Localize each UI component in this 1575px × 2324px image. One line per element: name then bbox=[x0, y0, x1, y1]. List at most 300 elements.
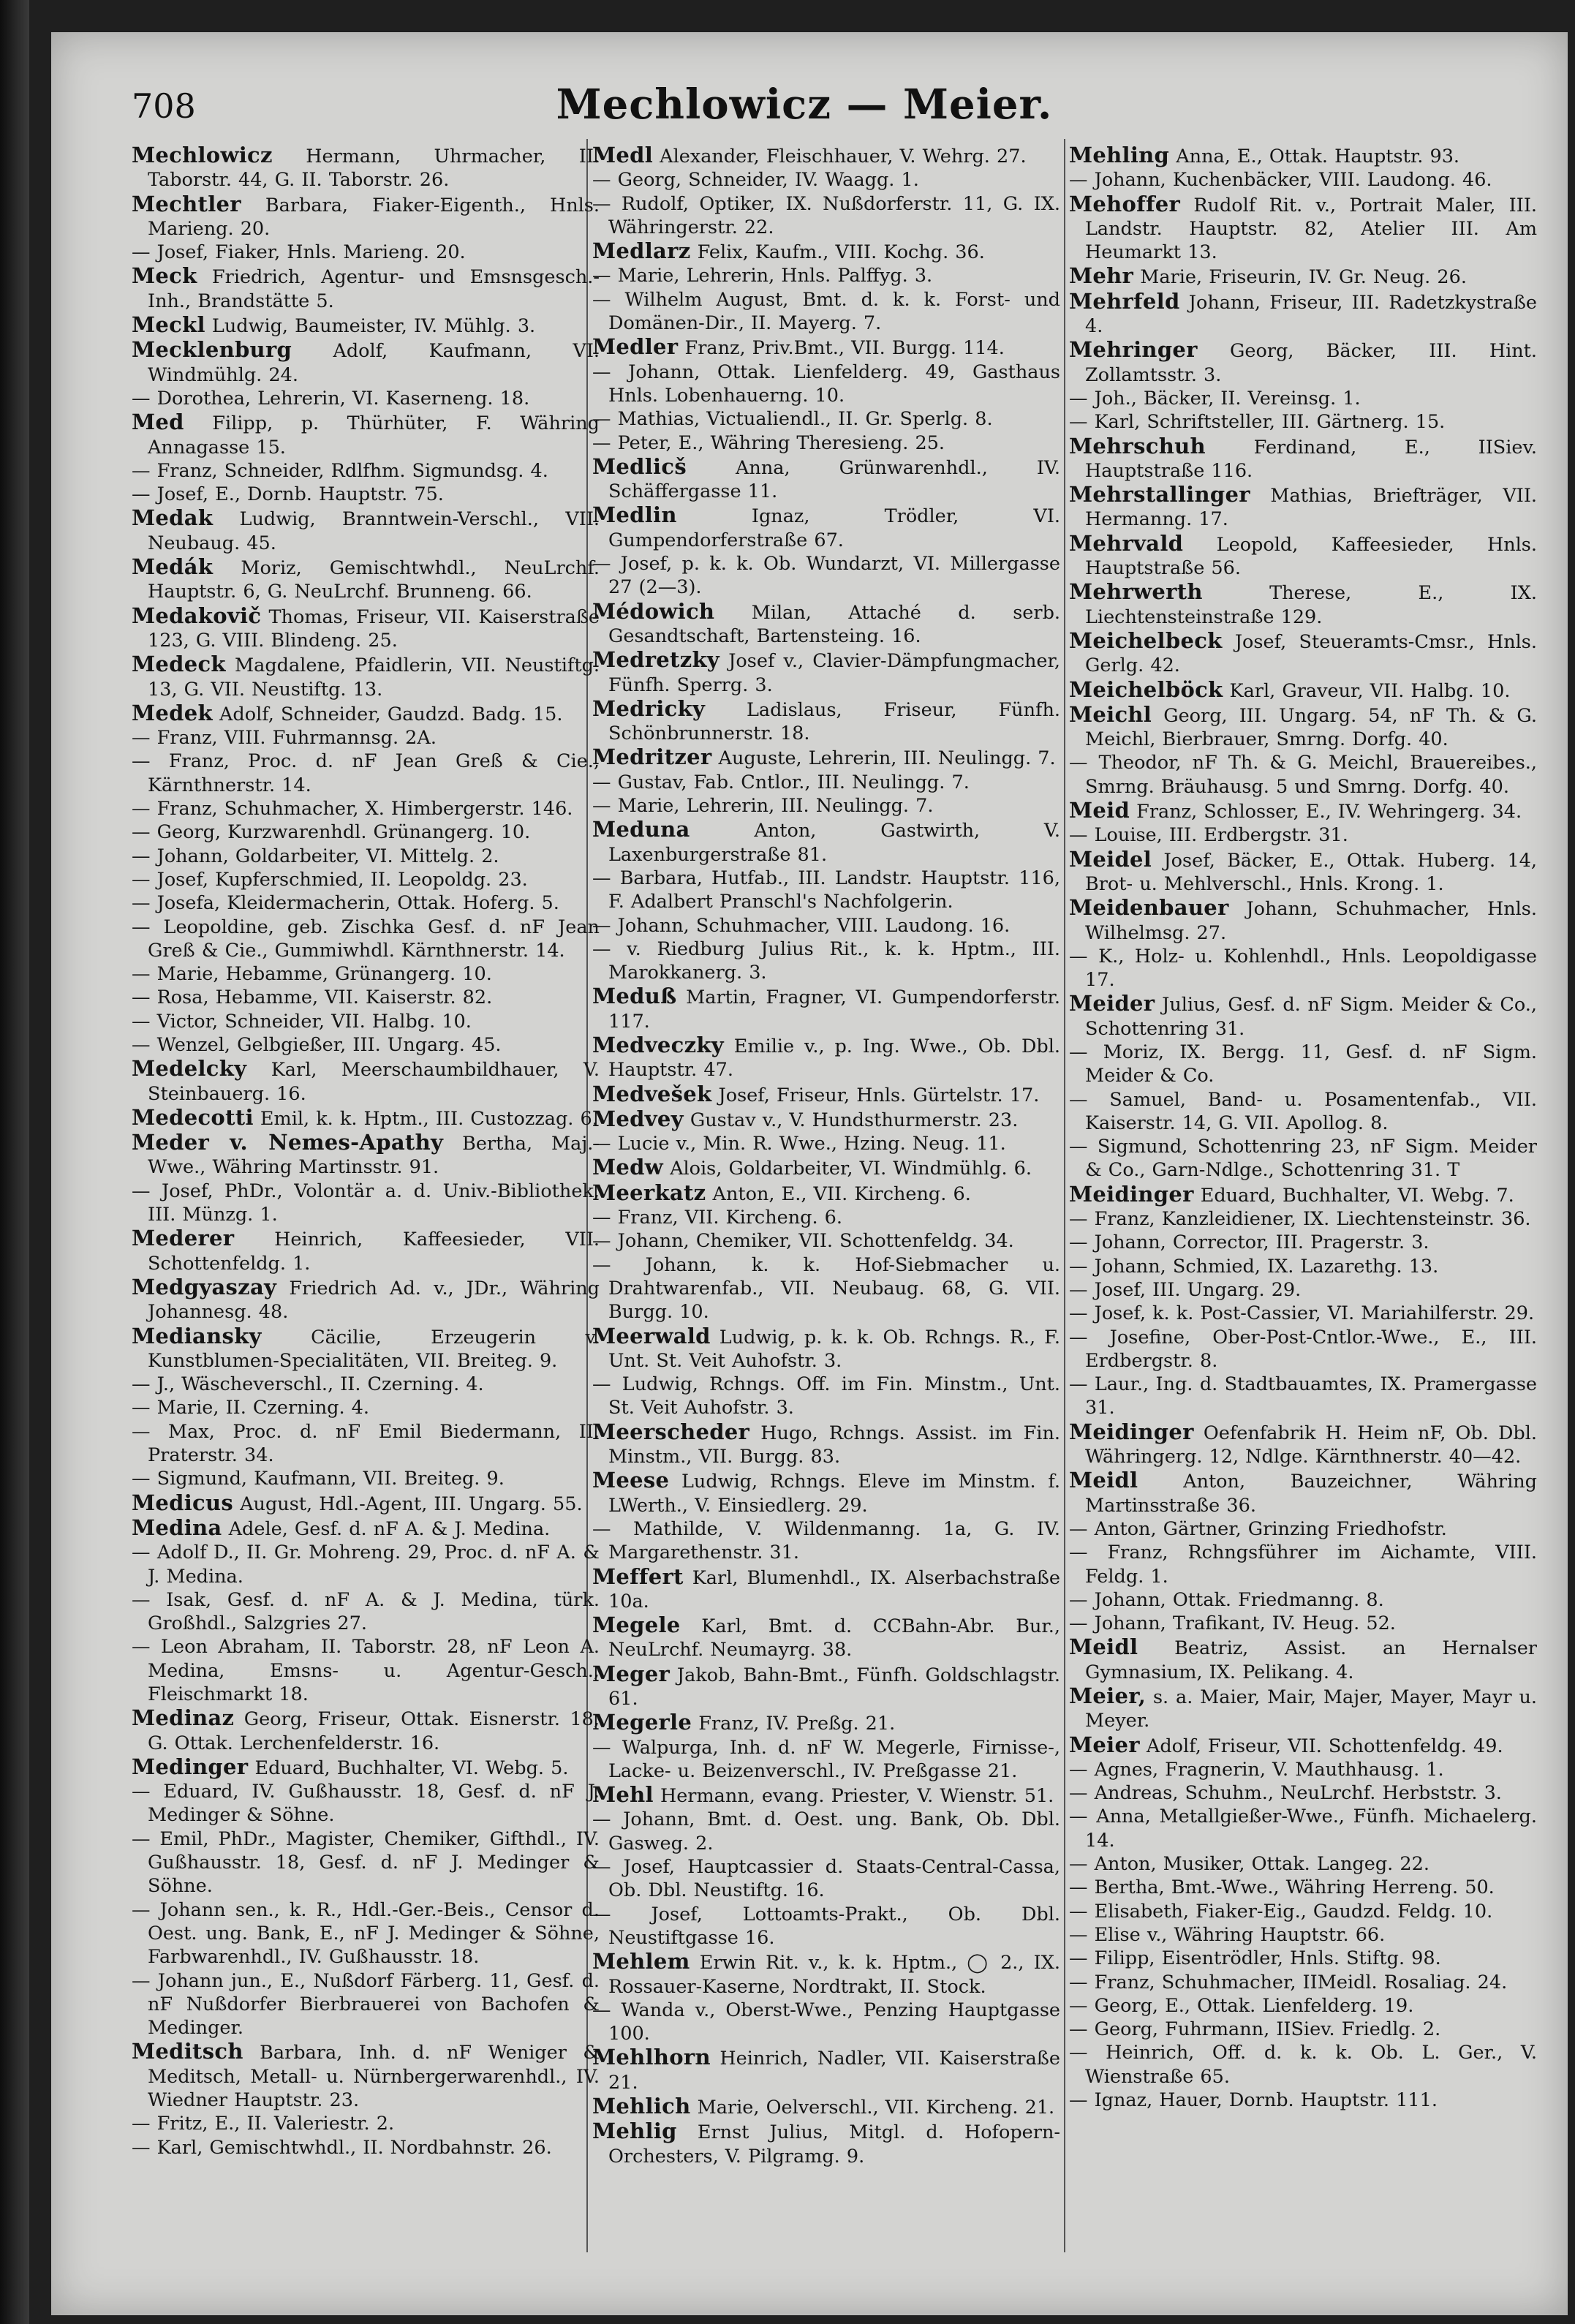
directory-entry bbox=[132, 820, 600, 844]
directory-entry bbox=[1069, 1684, 1537, 1733]
entry-surname: Medvešek bbox=[592, 1081, 712, 1106]
directory-entry bbox=[132, 1396, 600, 1419]
entry-details: — Anton, Musiker, Ottak. Langeg. 22. bbox=[1069, 1853, 1429, 1876]
entry-surname: Meck bbox=[132, 263, 197, 289]
entry-details: — Lucie v., Min. R. Wwe., Hzing. Neug. 11. bbox=[592, 1133, 1006, 1155]
entry-details: Ferdinand, E., IISiev. Hauptstraße 116. bbox=[1085, 436, 1537, 482]
directory-entry bbox=[1069, 945, 1537, 992]
entry-details: — Johann sen., k. R., Hdl.-Ger.-Beis., Censor d. Oest. ung. Bank, E., nF J. Medinger & Söhne, Farbwarenhdl., IV. Gußhausstr. 18. bbox=[132, 1898, 600, 1969]
directory-entry bbox=[592, 1082, 1060, 1107]
directory-entry bbox=[1069, 751, 1537, 799]
directory-entry bbox=[132, 868, 600, 891]
directory-entry bbox=[132, 2040, 600, 2112]
entry-surname: Mehrschuh bbox=[1069, 433, 1206, 459]
entry-surname: Meerkatz bbox=[592, 1180, 706, 1205]
directory-entry bbox=[1069, 1971, 1537, 1994]
entry-details: Ernst Julius, Mitgl. d. Hofopern-Orchesters, V. Pilgramg. 9. bbox=[608, 2121, 1060, 2168]
entry-surname: Meichelböck bbox=[1069, 676, 1223, 702]
entry-details: — Mathilde, V. Wildenmanng. 1a, G. IV. Margarethenstr. 31. bbox=[592, 1517, 1060, 1564]
directory-entry bbox=[592, 1662, 1060, 1711]
directory-entry bbox=[592, 1613, 1060, 1662]
directory-entry bbox=[1069, 2089, 1537, 2112]
entry-surname: Medák bbox=[132, 554, 214, 580]
entry-surname: Medvey bbox=[592, 1106, 684, 1131]
entry-surname: Medinaz bbox=[132, 1705, 235, 1731]
entry-details: — J., Wäscheverschl., II. Czerning. 4. bbox=[132, 1373, 484, 1396]
entry-surname: Meidinger bbox=[1069, 1181, 1194, 1207]
entry-details: Friedrich Ad. v., JDr., Währing Johannesg. 48. bbox=[148, 1277, 600, 1324]
entry-surname: Meckl bbox=[132, 312, 205, 338]
entry-details: — Moriz, IX. Bergg. 11, Gesf. d. nF Sigm. Meider & Co. bbox=[1069, 1041, 1537, 1087]
entry-surname: Medl bbox=[592, 143, 654, 167]
directory-entry bbox=[132, 1969, 600, 2040]
entry-details: Emil, k. k. Hptm., III. Custozzag. 6. bbox=[253, 1107, 598, 1130]
directory-entry bbox=[132, 1106, 600, 1131]
directory-entry bbox=[592, 1736, 1060, 1784]
entry-details: — Adolf D., II. Gr. Mohreng. 29, Proc. d. nF A. & J. Medina. bbox=[132, 1542, 600, 1588]
directory-entry bbox=[132, 845, 600, 868]
entry-details: Magdalene, Pfaidlerin, VII. Neustiftg. 13, G. VII. Neustiftg. 13. bbox=[148, 654, 600, 701]
entry-surname: Medgyaszay bbox=[132, 1274, 277, 1299]
directory-entry bbox=[132, 1755, 600, 1780]
entry-details: — Anna, Metallgießer-Wwe., Fünfh. Michaelerg. 14. bbox=[1069, 1806, 1537, 1852]
entry-surname: Meichelbeck bbox=[1069, 627, 1223, 653]
directory-entry bbox=[1069, 1373, 1537, 1420]
entry-details: — Bertha, Bmt.-Wwe., Währing Herreng. 50. bbox=[1069, 1876, 1495, 1899]
entry-details: — Ignaz, Hauer, Dornb. Hauptstr. 111. bbox=[1069, 2089, 1438, 2112]
directory-entry bbox=[592, 1517, 1060, 1565]
entry-details: Heinrich, Nadler, VII. Kaiserstraße 21. bbox=[608, 2048, 1060, 2094]
directory-entry bbox=[132, 338, 600, 387]
entry-details: Franz, IV. Preßg. 21. bbox=[692, 1713, 896, 1735]
directory-column-left bbox=[132, 143, 600, 2286]
entry-details: — Johann, Ottak. Friedmanng. 8. bbox=[1069, 1588, 1384, 1611]
entry-details: Friedrich, Agentur- und Emsnsgesch.-Inh., Brandstätte 5. bbox=[148, 266, 600, 312]
directory-entry bbox=[592, 552, 1060, 600]
entry-details: — Wenzel, Gelbgießer, III. Ungarg. 45. bbox=[132, 1033, 502, 1056]
entry-details: — Johann, Ottak. Lienfelderg. 49, Gasthaus Hnls. Lobenhauerng. 10. bbox=[592, 361, 1060, 407]
directory-entry bbox=[1069, 992, 1537, 1041]
entry-details: — Sigmund, Schottenring 23, nF Sigm. Meider & Co., Garn-Ndlge., Schottenring 31. T bbox=[1069, 1136, 1537, 1182]
directory-entry bbox=[592, 648, 1060, 697]
directory-entry bbox=[592, 335, 1060, 360]
entry-details: — Theodor, nF Th. & G. Meichl, Brauereibes., Smrng. Bräuhausg. 5 und Smrng. Dorfg. 40. bbox=[1069, 752, 1537, 798]
directory-entry bbox=[132, 264, 600, 313]
directory-entry bbox=[1069, 580, 1537, 629]
entry-details: — Leopoldine, geb. Zischka Gesf. d. nF Jean Greß & Cie., Gummiwhdl. Kärnthnerstr. 14. bbox=[132, 916, 600, 962]
entry-details: — Josef, Lottoamts-Prakt., Ob. Dbl. Neustiftgasse 16. bbox=[592, 1903, 1060, 1949]
entry-details: — Josef, k. k. Post-Cassier, VI. Mariahilferstr. 29. bbox=[1069, 1302, 1535, 1325]
entry-details: — Johann, k. k. Hof-Siebmacher u. Drahtwarenfab., VII. Neubaug. 68, G. VII. Burgg. 10. bbox=[592, 1253, 1060, 1324]
directory-entry bbox=[1069, 1781, 1537, 1805]
entry-details: Anna, E., Ottak. Hauptstr. 93. bbox=[1169, 146, 1460, 167]
entry-details: Cäcilie, Erzeugerin v. Kunstblumen-Specialitäten, VII. Breiteg. 9. bbox=[148, 1326, 600, 1372]
entry-details: Adolf, Schneider, Gaudzd. Badg. 15. bbox=[212, 703, 563, 725]
directory-entry bbox=[592, 914, 1060, 937]
entry-surname: Mehlich bbox=[592, 2094, 691, 2119]
entry-details: Anton, E., VII. Kircheng. 6. bbox=[706, 1182, 971, 1205]
entry-details: Anton, Gastwirth, V. Laxenburgerstraße 81. bbox=[608, 820, 1060, 866]
directory-entry bbox=[132, 986, 600, 1009]
entry-details: Josef v., Clavier-Dämpfungmacher, Fünfh. Sperrg. 3. bbox=[608, 650, 1060, 696]
directory-entry bbox=[1069, 1733, 1537, 1758]
entry-details: — Marie, Lehrerin, Hnls. Palffyg. 3. bbox=[592, 265, 933, 287]
directory-entry bbox=[592, 1903, 1060, 1950]
entry-details: — Georg, Fuhrmann, IISiev. Friedlg. 2. bbox=[1069, 2018, 1441, 2041]
entry-details: — Franz, Kanzleidiener, IX. Liechtensteinstr. 36. bbox=[1069, 1208, 1531, 1231]
entry-surname: Meidl bbox=[1069, 1468, 1138, 1493]
entry-surname: Medeck bbox=[132, 652, 226, 677]
directory-entry bbox=[1069, 1876, 1537, 1899]
directory-entry bbox=[1069, 387, 1537, 410]
directory-entry bbox=[1069, 483, 1537, 532]
entry-details: — Elise v., Währing Hauptstr. 66. bbox=[1069, 1923, 1386, 1946]
directory-entry bbox=[592, 771, 1060, 794]
entry-surname: Mehringer bbox=[1069, 337, 1198, 363]
directory-entry bbox=[592, 1181, 1060, 1206]
directory-entry bbox=[132, 1373, 600, 1396]
directory-entry bbox=[592, 1206, 1060, 1229]
entry-details: — Andreas, Schuhm., NeuLrchf. Herbststr. 3. bbox=[1069, 1782, 1502, 1805]
entry-details: Hugo, Rchngs. Assist. im Fin. Minstm., VII. Burgg. 83. bbox=[608, 1422, 1060, 1468]
entry-surname: Megele bbox=[592, 1612, 681, 1638]
entry-details: — Franz, Schuhmacher, IIMeidl. Rosaliag. 24. bbox=[1069, 1971, 1508, 1993]
entry-details: — Wanda v., Oberst-Wwe., Penzing Hauptgasse 100. bbox=[592, 1999, 1060, 2045]
directory-entry bbox=[1069, 338, 1537, 387]
entry-details: Karl, Meerschaumbildhauer, V. Steinbauerg. 16. bbox=[148, 1059, 600, 1105]
column-divider bbox=[1064, 139, 1065, 2252]
entry-surname: Meid bbox=[1069, 798, 1130, 823]
directory-entry bbox=[592, 1373, 1060, 1420]
directory-entry bbox=[1069, 1420, 1537, 1469]
entry-details: Ludwig, Rchngs. Eleve im Minstm. f. LWerth., V. Einsiedlerg. 29. bbox=[608, 1471, 1060, 1517]
entry-details: — Mathias, Victualiendl., II. Gr. Sperlg. 8. bbox=[592, 408, 993, 431]
entry-surname: Meerscheder bbox=[592, 1419, 750, 1444]
entry-surname: Medicus bbox=[132, 1490, 234, 1515]
entry-details: Anna, Grünwarenhdl., IV. Schäffergasse 11. bbox=[608, 456, 1060, 503]
directory-entry bbox=[132, 1467, 600, 1490]
entry-details: — Laur., Ing. d. Stadtbauamtes, IX. Pramergasse 31. bbox=[1069, 1373, 1537, 1419]
directory-entry bbox=[592, 503, 1060, 552]
entry-details: — Gustav, Fab. Cntlor., III. Neulingg. 7. bbox=[592, 771, 970, 793]
entry-details: Alois, Goldarbeiter, VI. Windmühlg. 6. bbox=[663, 1158, 1032, 1180]
directory-entry bbox=[1069, 1805, 1537, 1852]
entry-surname: Meerwald bbox=[592, 1323, 711, 1348]
directory-entry bbox=[132, 241, 600, 264]
entry-details: Georg, Bäcker, III. Hint. Zollamtsstr. 3. bbox=[1085, 340, 1537, 386]
entry-details: — Heinrich, Off. d. k. k. Ob. L. Ger., V. Wienstraße 65. bbox=[1069, 2042, 1537, 2088]
entry-surname: Medricky bbox=[592, 695, 706, 721]
directory-entry bbox=[132, 750, 600, 797]
directory-entry bbox=[1069, 1135, 1537, 1182]
directory-entry bbox=[592, 1033, 1060, 1082]
entry-details: — Joh., Bäcker, II. Vereinsg. 1. bbox=[1069, 387, 1361, 410]
directory-entry bbox=[132, 1491, 600, 1516]
directory-entry bbox=[1069, 1994, 1537, 2018]
entry-details: — Fritz, E., II. Valeriestr. 2. bbox=[132, 2113, 395, 2135]
directory-entry bbox=[132, 916, 600, 963]
page-header bbox=[80, 80, 1528, 139]
entry-surname: Medek bbox=[132, 700, 213, 725]
entry-surname: Medritzer bbox=[592, 744, 712, 770]
directory-entry bbox=[1069, 1635, 1537, 1684]
entry-details: Gustav v., V. Hundsthurmerstr. 23. bbox=[683, 1109, 1019, 1131]
entry-details: Ladislaus, Friseur, Fünfh. Schönbrunnerstr. 18. bbox=[608, 698, 1060, 745]
directory-entry bbox=[592, 1420, 1060, 1469]
directory-entry bbox=[132, 1780, 600, 1827]
directory-column-middle bbox=[592, 143, 1060, 2286]
directory-entry bbox=[132, 1420, 600, 1468]
directory-entry bbox=[592, 1855, 1060, 1903]
directory-entry bbox=[132, 1706, 600, 1755]
directory-entry bbox=[1069, 1278, 1537, 1302]
entry-surname: Medakovič bbox=[132, 603, 262, 628]
directory-entry bbox=[132, 1541, 600, 1588]
entry-details: Franz, Priv.Bmt., VII. Burgg. 114. bbox=[678, 337, 1005, 360]
directory-entry bbox=[592, 1107, 1060, 1132]
entry-details: — Rudolf, Optiker, IX. Nußdorferstr. 11, G. IX. Währingerstr. 22. bbox=[592, 192, 1060, 238]
entry-details: — Elisabeth, Fiaker-Eig., Gaudzd. Feldg. 10. bbox=[1069, 1900, 1493, 1923]
directory-entry bbox=[1069, 1758, 1537, 1781]
entry-surname: Med bbox=[132, 410, 184, 435]
entry-details: — Emil, PhDr., Magister, Chemiker, Gifthdl., IV. Gußhausstr. 18, Gesf. d. nF J. Medinger & Söhne. bbox=[132, 1827, 600, 1898]
entry-surname: Mehlhorn bbox=[592, 2045, 711, 2070]
entry-details: — Victor, Schneider, VII. Halbg. 10. bbox=[132, 1010, 472, 1033]
directory-entry bbox=[1069, 1255, 1537, 1278]
directory-entry bbox=[592, 984, 1060, 1033]
directory-entry bbox=[592, 818, 1060, 867]
directory-entry bbox=[592, 600, 1060, 649]
entry-surname: Meese bbox=[592, 1468, 670, 1493]
entry-details: Eduard, Buchhalter, VI. Webg. 5. bbox=[248, 1757, 569, 1779]
entry-details: — Johann, Schmied, IX. Lazarethg. 13. bbox=[1069, 1255, 1439, 1278]
directory-entry bbox=[132, 483, 600, 506]
entry-details: Alexander, Fleischhauer, V. Wehrg. 27. bbox=[653, 146, 1027, 167]
directory-entry bbox=[132, 192, 600, 241]
entry-details: Therese, E., IX. Liechtensteinstraße 129. bbox=[1085, 582, 1537, 628]
entry-details: Martin, Fragner, VI. Gumpendorferstr. 117. bbox=[608, 986, 1060, 1033]
directory-entry bbox=[1069, 848, 1537, 897]
entry-details: — Franz, Proc. d. nF Jean Greß & Cie., Kärnthnerstr. 14. bbox=[132, 750, 600, 796]
entry-surname: Meier bbox=[1069, 1732, 1140, 1757]
directory-entry bbox=[1069, 1207, 1537, 1231]
entry-details: Johann, Friseur, III. Radetzkystraße 4. bbox=[1085, 291, 1537, 338]
directory-entry bbox=[132, 962, 600, 986]
entry-details: Johann, Schuhmacher, Hnls. Wilhelmsg. 27. bbox=[1085, 898, 1537, 944]
directory-entry bbox=[1069, 192, 1537, 265]
entry-details: Hermann, Uhrmacher, II. Taborstr. 44, G. II. Taborstr. 26. bbox=[148, 146, 600, 192]
directory-entry bbox=[592, 264, 1060, 287]
entry-surname: Medveczky bbox=[592, 1032, 724, 1057]
directory-entry bbox=[1069, 1326, 1537, 1373]
directory-entry bbox=[132, 1827, 600, 1898]
entry-details: — Dorothea, Lehrerin, VI. Kaserneng. 18. bbox=[132, 387, 530, 410]
entry-surname: Mecklenburg bbox=[132, 337, 292, 363]
entry-details: — Ludwig, Rchngs. Off. im Fin. Minstm., Unt. St. Veit Auhofstr. 3. bbox=[592, 1373, 1060, 1419]
entry-surname: Meider bbox=[1069, 991, 1155, 1016]
entry-details: Felix, Kaufm., VIII. Kochg. 36. bbox=[690, 241, 985, 264]
entry-details: August, Hdl.-Agent, III. Ungarg. 55. bbox=[233, 1493, 583, 1515]
directory-entry bbox=[1069, 1923, 1537, 1947]
entry-details: — Agnes, Fragnerin, V. Mauthhausg. 1. bbox=[1069, 1758, 1444, 1781]
entry-details: Oefenfabrik H. Heim nF, Ob. Dbl. Währingerg. 12, Ndlge. Kärnthnerstr. 40—42. bbox=[1085, 1422, 1537, 1468]
entry-details: — Walpurga, Inh. d. nF W. Megerle, Firnisse-, Lacke- u. Beizenverschl., IV. Preßgasse 21. bbox=[592, 1736, 1060, 1782]
entry-details: Franz, Schlosser, E., IV. Wehringerg. 34. bbox=[1130, 801, 1522, 823]
entry-surname: Medlicš bbox=[592, 453, 687, 479]
directory-entry bbox=[132, 1180, 600, 1227]
directory-entry bbox=[132, 726, 600, 750]
entry-surname: Medak bbox=[132, 505, 214, 531]
directory-entry bbox=[1069, 1612, 1537, 1635]
entry-details: Auguste, Lehrerin, III. Neulingg. 7. bbox=[711, 747, 1056, 770]
directory-entry bbox=[132, 459, 600, 483]
entry-details: — Louise, III. Erdbergstr. 31. bbox=[1069, 824, 1348, 847]
entry-surname: Mehling bbox=[1069, 143, 1170, 167]
entry-details: — Wilhelm August, Bmt. d. k. k. Forst- und Domänen-Dir., II. Mayerg. 7. bbox=[592, 288, 1060, 335]
directory-entry bbox=[592, 1324, 1060, 1373]
directory-entry bbox=[592, 1783, 1060, 1808]
entry-surname: Medina bbox=[132, 1514, 222, 1540]
entry-details: — Barbara, Hutfab., III. Landstr. Hauptstr. 116, F. Adalbert Pranschl's Nachfolgerin. bbox=[592, 867, 1060, 913]
entry-details: Karl, Blumenhdl., IX. Alserbachstraße 10a. bbox=[608, 1566, 1060, 1612]
directory-entry bbox=[132, 1010, 600, 1033]
directory-entry bbox=[132, 1635, 600, 1706]
entry-details: s. a. Maier, Mair, Majer, Mayer, Mayr u. Meyer. bbox=[1085, 1686, 1537, 1732]
entry-details: Rudolf Rit. v., Portrait Maler, III. Landstr. Hauptstr. 82, Atelier III. Am Heumarkt 13. bbox=[1085, 194, 1537, 264]
entry-details: Georg, III. Ungarg. 54, nF Th. & G. Meichl, Bierbrauer, Smrng. Dorfg. 40. bbox=[1085, 704, 1537, 751]
directory-entry bbox=[1069, 1231, 1537, 1254]
directory-entry bbox=[132, 1226, 600, 1275]
directory-entry bbox=[132, 1324, 600, 1373]
directory-entry bbox=[132, 797, 600, 820]
directory-entry bbox=[1069, 1041, 1537, 1088]
directory-entry bbox=[1069, 1088, 1537, 1136]
directory-entry bbox=[132, 506, 600, 555]
entry-details: — Leon Abraham, II. Taborstr. 28, nF Leon A. Medina, Emsns- u. Agentur-Gesch., Fleischmarkt 18. bbox=[132, 1636, 600, 1705]
directory-entry bbox=[592, 168, 1060, 192]
directory-entry bbox=[132, 604, 600, 653]
directory-entry bbox=[592, 1155, 1060, 1180]
entry-details: — Georg, Schneider, IV. Waagg. 1. bbox=[592, 169, 919, 192]
entry-details: — Filipp, Eisentrödler, Hnls. Stiftg. 98. bbox=[1069, 1947, 1441, 1970]
entry-details: Adolf, Friseur, VII. Schottenfeldg. 49. bbox=[1139, 1735, 1503, 1757]
entry-surname: Meichl bbox=[1069, 701, 1152, 727]
directory-entry bbox=[1069, 2041, 1537, 2089]
directory-entry bbox=[132, 387, 600, 410]
directory-entry bbox=[592, 1808, 1060, 1855]
entry-details: — Johann, Kuchenbäcker, VIII. Laudong. 46. bbox=[1069, 169, 1492, 192]
entry-surname: Mehrstallinger bbox=[1069, 482, 1250, 508]
entry-surname: Medecotti bbox=[132, 1104, 254, 1130]
directory-entry bbox=[1069, 1468, 1537, 1517]
entry-surname: Medinger bbox=[132, 1754, 249, 1779]
entry-details: Moriz, Gemischtwhdl., NeuLrchf. Hauptstr. 6, G. NeuLrchf. Brunneng. 66. bbox=[148, 557, 600, 603]
directory-entry bbox=[1069, 1302, 1537, 1325]
entry-details: — Johann, Goldarbeiter, VI. Mittelg. 2. bbox=[132, 845, 499, 867]
directory-entry bbox=[592, 192, 1060, 240]
entry-details: Ludwig, Baumeister, IV. Mühlg. 3. bbox=[205, 315, 536, 338]
entry-details: — Johann, Corrector, III. Pragerstr. 3. bbox=[1069, 1231, 1429, 1254]
directory-entry bbox=[592, 239, 1060, 264]
entry-surname: Medlin bbox=[592, 502, 677, 528]
entry-details: Hermann, evang. Priester, V. Wienstr. 51. bbox=[653, 1785, 1054, 1808]
entry-surname: Mehoffer bbox=[1069, 191, 1181, 216]
entry-details: — Josef, Fiaker, Hnls. Marieng. 20. bbox=[132, 241, 466, 264]
directory-entry bbox=[1069, 896, 1537, 945]
directory-entry bbox=[132, 410, 600, 459]
entry-details: — v. Riedburg Julius Rit., k. k. Hptm., III. Marokkanerg. 3. bbox=[592, 937, 1060, 984]
entry-details: Thomas, Friseur, VII. Kaiserstraße 123, G. VIII. Blindeng. 25. bbox=[148, 605, 600, 652]
entry-details: Mathias, Briefträger, VII. Hermanng. 17. bbox=[1085, 485, 1537, 531]
directory-entry bbox=[132, 891, 600, 915]
entry-details: — Max, Proc. d. nF Emil Biedermann, II. Praterstr. 34. bbox=[132, 1420, 600, 1467]
entry-surname: Meidel bbox=[1069, 846, 1152, 872]
directory-entry bbox=[132, 1033, 600, 1057]
directory-entry bbox=[1069, 1541, 1537, 1588]
directory-entry bbox=[132, 555, 600, 604]
entry-details: — Josef, Kupferschmied, II. Leopoldg. 23. bbox=[132, 868, 528, 891]
directory-entry bbox=[592, 1999, 1060, 2046]
directory-entry bbox=[132, 1057, 600, 1106]
directory-entry bbox=[1069, 410, 1537, 434]
directory-entry bbox=[592, 361, 1060, 408]
entry-details: Josef, Steueramts-Cmsr., Hnls. Gerlg. 42. bbox=[1085, 630, 1537, 677]
directory-entry bbox=[1069, 1517, 1537, 1541]
entry-details: Julius, Gesf. d. nF Sigm. Meider & Co., Schottenring 31. bbox=[1085, 994, 1537, 1040]
entry-details: — Johann, Bmt. d. Oest. ung. Bank, Ob. Dbl. Gasweg. 2. bbox=[592, 1808, 1060, 1855]
directory-entry bbox=[592, 2119, 1060, 2168]
entry-surname: Meduna bbox=[592, 817, 690, 842]
directory-entry bbox=[132, 1275, 600, 1324]
directory-entry bbox=[1069, 678, 1537, 703]
entry-details: Marie, Oelverschl., VII. Kircheng. 21. bbox=[690, 2097, 1055, 2119]
directory-entry bbox=[1069, 434, 1537, 483]
entry-details: — Peter, E., Währing Theresieng. 25. bbox=[592, 431, 945, 454]
entry-surname: Mechlowicz bbox=[132, 143, 273, 167]
directory-entry bbox=[1069, 823, 1537, 847]
entry-details: Beatriz, Assist. an Hernalser Gymnasium, IX. Pelikang. 4. bbox=[1085, 1637, 1537, 1683]
entry-surname: Médowich bbox=[592, 598, 715, 624]
entry-details: Jakob, Bahn-Bmt., Fünfh. Goldschlagstr. 61. bbox=[608, 1664, 1060, 1710]
entry-surname: Medelcky bbox=[132, 1056, 247, 1082]
entry-details: Eduard, Buchhalter, VI. Webg. 7. bbox=[1193, 1184, 1514, 1207]
page-number: 708 bbox=[132, 86, 196, 126]
directory-entry bbox=[592, 455, 1060, 504]
entry-surname: Meduß bbox=[592, 984, 677, 1009]
directory-entry bbox=[1069, 1947, 1537, 1970]
entry-details: Emilie v., p. Ing. Wwe., Ob. Dbl. Hauptstr. 47. bbox=[608, 1035, 1060, 1082]
directory-entry bbox=[132, 1131, 600, 1180]
book-binding-edge bbox=[0, 0, 29, 2324]
entry-details: — Sigmund, Kaufmann, VII. Breiteg. 9. bbox=[132, 1468, 505, 1490]
entry-details: — Franz, VIII. Fuhrmannsg. 2A. bbox=[132, 727, 437, 750]
entry-details: — Josef, E., Dornb. Hauptstr. 75. bbox=[132, 483, 444, 506]
entry-details: Marie, Friseurin, IV. Gr. Neug. 26. bbox=[1133, 266, 1467, 289]
entry-details: — Georg, Kurzwarenhdl. Grünangerg. 10. bbox=[132, 821, 531, 844]
entry-details: — Franz, Schuhmacher, X. Himbergerstr. 146. bbox=[132, 798, 573, 820]
entry-details: — Marie, II. Czerning. 4. bbox=[132, 1397, 370, 1419]
entry-details: — Josef, III. Ungarg. 29. bbox=[1069, 1278, 1302, 1301]
directory-entry bbox=[1069, 629, 1537, 678]
directory-entry bbox=[1069, 1182, 1537, 1207]
directory-entry bbox=[592, 1253, 1060, 1324]
directory-entry bbox=[592, 407, 1060, 431]
entry-details: Ludwig, p. k. k. Ob. Rchngs. R., F. Unt. St. Veit Auhofstr. 3. bbox=[608, 1326, 1060, 1372]
directory-entry bbox=[1069, 799, 1537, 823]
directory-entry bbox=[592, 867, 1060, 914]
directory-entry bbox=[592, 1710, 1060, 1735]
directory-entry bbox=[592, 1468, 1060, 1517]
